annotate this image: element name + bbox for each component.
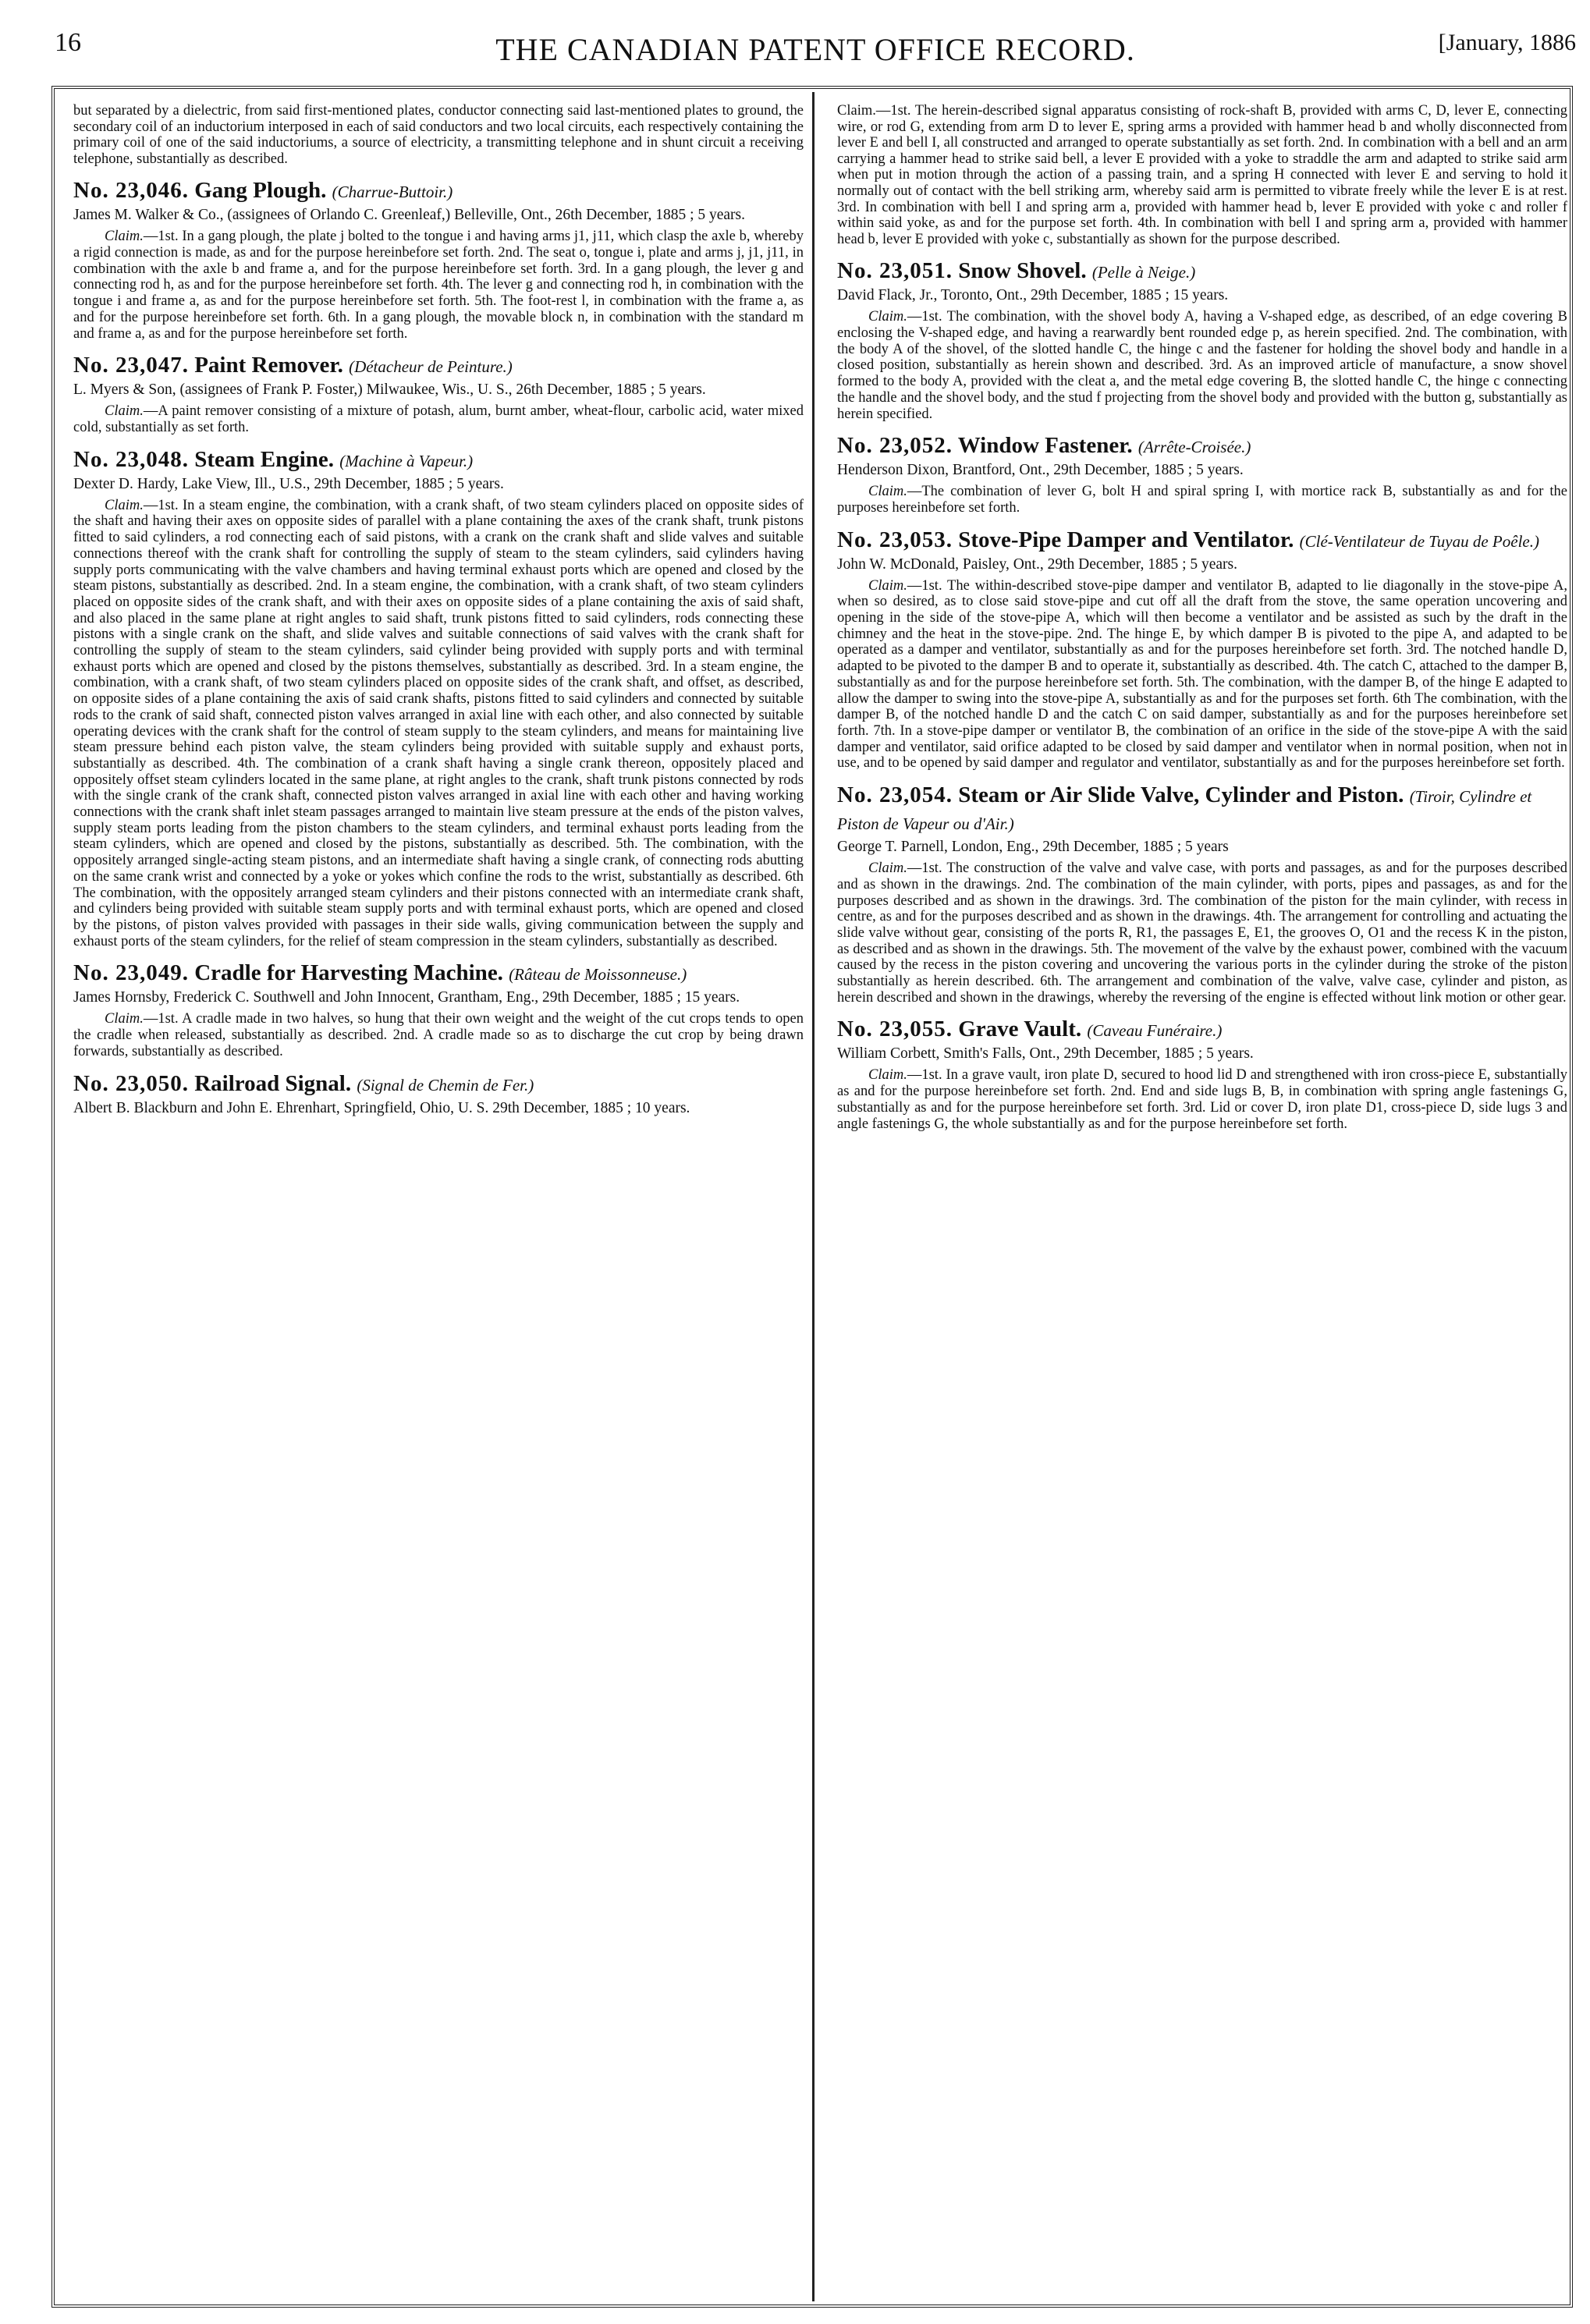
patent-number: No. 23,054. bbox=[837, 782, 953, 808]
patent-entry bbox=[73, 447, 804, 950]
patent-number: No. 23,047. bbox=[73, 353, 189, 378]
patent-claim bbox=[837, 309, 1567, 422]
left-column bbox=[73, 103, 804, 1128]
patent-claim bbox=[837, 484, 1567, 516]
claim-label: Claim. bbox=[868, 309, 907, 325]
claim-text: —1st. In a steam engine, the combination, with a crank shaft, of two steam cylinders placed on opposite sides of the shaft and having their axes on opposite sides of parallel with a plane containing the axes of the crank shaft, trunk pistons fitted to said cylinders, a rod connecting each of said pistons, with a crank on the crank shaft and slide valves and suitable connections thereof with the crank shaft for controlling the supply of steam to the steam cylinders, said cylinders having supply ports communicating with the valve chambers and having terminal exhaust ports which are opened and closed by the steam pistons, substantially as described. 2nd. In a steam engine, the combination, with a crank shaft, of two steam cylinders placed on opposite sides of the crank shaft, and with their axes on opposite sides of a plane containing the axis of said shaft, and also placed in the same plane at right angles to said shaft, trunk pistons fitted to said cylinders, rods connecting these pistons with a single crank on the shaft, and slide valves and suitable connections of said valves with the crank shaft for controlling the supply of steam to the steam cylinders, said cylinder being provided with supply ports and with terminal exhaust ports which are opened and closed by the pistons themselves, substantially as described. 3rd. In a steam engine, the combination, with a crank shaft, of two steam cylinders placed on opposite sides of the crank shaft, and offset, as described, on opposite sides of a plane containing the axis of said crank shafts, pistons fitted to said cylinders and connected by suitable rods to the crank of said shaft, connected piston valves arranged in axial line with each other, and also connected by suitable operating devices with the crank shaft for the control of steam supply to the steam cylinders, and means for maintaining live steam pressure behind each piston valve, the steam cylinders being provided with suitable supply and exhaust ports, substantially as described. 4th. The combination of a crank shaft having a single crank thereon, oppositely placed and oppositely offset steam cylinders located in the same plane, at right angles to the crank, shaft trunk pistons connected by rods with the single crank of the crank shaft, connected piston valves arranged in axial line with each other and having working connections with the crank shaft inlet steam passages arranged to maintain live steam pressure at the ends of the piston valves, supply steam ports leading from the piston chambers to the steam cylinders, and terminal exhaust ports leading from the steam cylinders, which are opened and closed by the pistons, substantially as described. 5th. The combination, with the oppositely arranged single-acting steam pistons, and an intermediate shaft having a single crank, of connecting rods abutting on the same crank wrist and connected by a yoke or yokes which confine the rods to the wrist, substantially as described. 6th The combination, with the oppositely arranged steam cylinders and their pistons connected with an intermediate crank shaft, and cylinders being provided with suitable steam supply ports and with terminal exhaust ports, which are opened and closed by the pistons, of piston valves provided with passages in their side walls, giving communication between the supply and exhaust ports of the steam cylinders, for the relief of steam compression in the steam cylinders, substantially as described. bbox=[73, 497, 804, 949]
claim-label: Claim. bbox=[105, 497, 144, 513]
patent-claim bbox=[837, 578, 1567, 772]
claim-text: —A paint remover consisting of a mixture of potash, alum, burnt amber, wheat-flour, carbolic acid, water mixed cold, substantially as set forth. bbox=[73, 403, 804, 435]
patent-heading bbox=[837, 1017, 1567, 1044]
patent-number: No. 23,049. bbox=[73, 960, 189, 986]
left-entries bbox=[73, 178, 804, 1116]
patent-entry bbox=[73, 178, 804, 342]
patent-inventor: Albert B. Blackburn and John E. Ehrenhart, Springfield, Ohio, U. S. 29th December, 1885 ; 10 years. bbox=[73, 1099, 690, 1116]
patent-title: Stove-Pipe Damper and Ventilator. bbox=[958, 527, 1294, 552]
claim-text: —1st. The combination, with the shovel body A, having a V-shaped edge, as described, of an edge covering B enclosing the V-shaped edge, and having a rearwardly bent rounded edge p, as herein specified. 2nd. The combination, with the body A of the shovel, of the slotted handle C, the hinge c and the fastener for holding the shovel body and handle in a closed position, substantially as herein shown and described. 3rd. As an improved article of manufacture, a snow shovel formed to the body A, provided with the cleat a, and the metal edge covering B, the slotted handle C, the hinge c connecting the handle and the shovel body, and the stud f projecting from the shovel body and provided with the button g, substantially as herein specified. bbox=[837, 309, 1567, 422]
patent-claim bbox=[73, 403, 804, 435]
patent-claim bbox=[73, 498, 804, 950]
patent-number: No. 23,052. bbox=[837, 433, 953, 459]
patent-inventor: Henderson Dixon, Brantford, Ont., 29th December, 1885 ; 5 years. bbox=[837, 462, 1244, 479]
claim-label: Claim. bbox=[105, 1011, 144, 1027]
claim-text: —1st. The within-described stove-pipe damper and ventilator B, adapted to lie diagonally in the stove-pipe A, when so desired, as to close said stove-pipe and cut off all the draft from the stove, the same operation uncovering and opening in the side of the stove-pipe A, which will then become a ventilator and be assisted as such by the draft in the chimney and the heat in the stove-pipe. 2nd. The hinge E, by which damper B is pivoted to the pipe A, and adapted to be operated as a damper and ventilator, substantially as and for the purposes hereinbefore set forth. 3rd. The notched handle D, adapted to be pivoted to the damper B and to operate it, substantially as described. 4th. The catch C, attached to the damper B, substantially as and for the purpose hereinbefore set forth. 5th. The combination, with the damper B, of the hinge E adapted to allow the damper to swing into the stove-pipe A, substantially as and for the purposes set forth. 6th The combination, with the damper B, of the notched handle D and the catch C on said damper, substantially as and for the purposes hereinbefore set forth. 7th. In a stove-pipe damper or ventilator B, the combination of an orifice in the side of the stove-pipe A with the said damper and ventilator, said orifice adapted to be closed by said damper and ventilator when in normal position, when not in use, and to be opened by said damper and regulator and ventilator, substantially as and for the purposes hereinbefore set forth. bbox=[837, 577, 1567, 772]
patent-entry bbox=[73, 960, 804, 1059]
patent-heading bbox=[837, 258, 1567, 286]
patent-inventor: James M. Walker & Co., (assignees of Orlando C. Greenleaf,) Belleville, Ont., 26th December, 1885 ; 5 years. bbox=[73, 207, 746, 224]
claim-label: Claim. bbox=[105, 403, 144, 420]
patent-entry bbox=[73, 353, 804, 435]
claim-label: Claim. bbox=[105, 229, 144, 245]
patent-claim bbox=[837, 860, 1567, 1006]
french-title: (Signal de Chemin de Fer.) bbox=[357, 1075, 534, 1095]
patent-entry bbox=[837, 782, 1567, 1006]
patent-number: No. 23,055. bbox=[837, 1017, 953, 1042]
patent-heading bbox=[837, 782, 1567, 837]
patent-title: Paint Remover. bbox=[194, 353, 343, 378]
french-title: (Caveau Funéraire.) bbox=[1087, 1021, 1223, 1041]
patent-title: Railroad Signal. bbox=[194, 1070, 352, 1096]
claim-text: —1st. In a grave vault, iron plate D, secured to hood lid D and strengthened with iron cross-piece E, substantially as and for the purpose hereinbefore set forth. 2nd. End and side lugs B, B, in combination with spring angle fastenings G, substantially as and for the purpose hereinbefore set forth. 3rd. Lid or cover D, iron plate D1, cross-piece D, side lugs 3 and angle fastenings G, the whole substantially as and for the purpose hereinbefore set forth. bbox=[837, 1067, 1567, 1132]
patent-number: No. 23,046. bbox=[73, 178, 189, 204]
patent-number: No. 23,050. bbox=[73, 1070, 189, 1096]
patent-entry bbox=[73, 1071, 804, 1117]
patent-inventor: William Corbett, Smith's Falls, Ont., 29th December, 1885 ; 5 years. bbox=[837, 1045, 1254, 1063]
patent-inventor: Dexter D. Hardy, Lake View, Ill., U.S., 29th December, 1885 ; 5 years. bbox=[73, 475, 504, 492]
patent-inventor: John W. McDonald, Paisley, Ont., 29th December, 1885 ; 5 years. bbox=[837, 555, 1237, 573]
continued-claim: Claim.—1st. The herein-described signal apparatus consisting of rock-shaft B, provided with arms C, D, lever E, connecting wire, or rod G, extending from arm D to lever E, spring arms a provided with hammer head b and wholly disconnected from lever E and bell I, all constructed and arranged to operate substantially as set forth. 2nd. In combination with a bell and an arm carrying a hammer head to strike said bell, a lever E provided with a yoke to straddle the arm and adapted to strike said arm when put in motion through the action of a passing train, and a spring H connected with lever E and serving to hold it normally out of contact with the bell striking arm, whereby said arm is permitted to vibrate freely while the lever E is at rest. 3rd. In combination with bell I and spring arm a, provided with hammer head b, lever E provided with yoke c and roller f within said yoke, as and for the purpose set forth. 4th. In combination with bell I and spring arm a, provided with hammer head b, lever E provided with yoke c, substantially as shown for the purpose described. bbox=[837, 103, 1567, 247]
patent-heading bbox=[73, 353, 804, 380]
claim-label: Claim. bbox=[868, 860, 907, 877]
patent-title: Gang Plough. bbox=[194, 178, 327, 204]
patent-entry bbox=[837, 258, 1567, 422]
patent-number: No. 23,048. bbox=[73, 446, 189, 472]
journal-title: THE CANADIAN PATENT OFFICE RECORD. bbox=[495, 32, 1135, 67]
patent-claim bbox=[73, 229, 804, 342]
french-title: (Arrête-Croisée.) bbox=[1137, 438, 1251, 457]
claim-label: Claim. bbox=[868, 577, 907, 594]
patent-number: No. 23,053. bbox=[837, 527, 953, 552]
column-divider bbox=[812, 92, 815, 2301]
claim-label: Claim. bbox=[868, 1067, 907, 1084]
patent-heading bbox=[837, 527, 1567, 555]
patent-heading bbox=[73, 960, 804, 988]
french-title: (Détacheur de Peinture.) bbox=[349, 357, 513, 377]
patent-inventor: David Flack, Jr., Toronto, Ont., 29th December, 1885 ; 15 years. bbox=[837, 287, 1229, 304]
claim-label: Claim. bbox=[868, 484, 907, 500]
patent-number: No. 23,051. bbox=[837, 258, 953, 284]
page-number: 16 bbox=[55, 28, 81, 57]
patent-title: Window Fastener. bbox=[957, 433, 1133, 459]
page-header bbox=[55, 17, 1576, 72]
patent-title: Cradle for Harvesting Machine. bbox=[194, 960, 503, 986]
french-title: (Machine à Vapeur.) bbox=[339, 451, 474, 470]
claim-text: —1st. The construction of the valve and valve case, with ports and passages, as and for the purposes described and as shown in the drawings. 2nd. The combination of the main cylinder, with ports, pipes and passages, as and for the purposes described and as shown in the drawings. 3rd. The combination of the piston for the main cylinder, with recess in centre, as and for the purposes described and as shown in the drawings. 4th. The arrangement for controlling and actuating the slide valve without gear, consisting of the ports R, R1, the passages E, E1, the grooves O, O1 and the recess K in the piston, as described and as shown in the drawings. 5th. The movement of the valve by the exhaust power, combined with the vacuum caused by the recess in the piston covering and uncovering the various ports in the cylinder during the stroke of the piston substantially as herein described. 6th. The arrangement and combination of the valve, valve case, cylinder and piston, as herein described and shown in the drawings, whereby the reversing of the engine is effected without link motion or other gear. bbox=[837, 860, 1567, 1006]
patent-title: Steam or Air Slide Valve, Cylinder and Piston. bbox=[958, 782, 1404, 808]
patent-claim bbox=[73, 1011, 804, 1059]
patent-title: Steam Engine. bbox=[194, 446, 335, 472]
issue-date: [January, 1886 bbox=[1438, 30, 1576, 55]
french-title: (Râteau de Moissonneuse.) bbox=[509, 965, 687, 985]
french-title: (Pelle à Neige.) bbox=[1091, 263, 1196, 282]
french-title: (Clé-Ventilateur de Tuyau de Poêle.) bbox=[1299, 531, 1539, 551]
french-title: (Tiroir, Cylindre et Piston de Vapeur ou d'Air.) bbox=[837, 787, 1532, 834]
french-title: (Charrue-Buttoir.) bbox=[332, 183, 453, 202]
patent-claim bbox=[837, 1067, 1567, 1132]
continued-claim: but separated by a dielectric, from said first-mentioned plates, conductor connecting said last-mentioned plates to ground, the secondary coil of an inductorium interposed in each of said conductors and two local circuits, each respectively containing the primary coil of one of the said inductoriums, a source of electricity, a transmitting telephone and in shunt circuit a receiving telephone, substantially as described. bbox=[73, 103, 804, 167]
patent-entry bbox=[837, 527, 1567, 772]
patent-heading bbox=[73, 447, 804, 474]
patent-heading bbox=[73, 178, 804, 205]
patent-heading bbox=[73, 1071, 804, 1098]
patent-entry bbox=[837, 1017, 1567, 1132]
right-entries bbox=[837, 258, 1567, 1132]
patent-entry bbox=[837, 433, 1567, 516]
patent-title: Grave Vault. bbox=[958, 1017, 1082, 1042]
claim-text: —1st. A cradle made in two halves, so hung that their own weight and the weight of the cut crops tends to open the cradle when released, substantially as described. 2nd. A cradle made so as to discharge the cut crop by being drawn forwards, substantially as described. bbox=[73, 1011, 804, 1059]
patent-inventor: George T. Parnell, London, Eng., 29th December, 1885 ; 5 years bbox=[837, 839, 1229, 856]
patent-title: Snow Shovel. bbox=[958, 258, 1087, 284]
claim-text: —The combination of lever G, bolt H and spiral spring I, with mortice rack B, substantially as and for the purposes hereinbefore set forth. bbox=[837, 484, 1567, 516]
patent-inventor: L. Myers & Son, (assignees of Frank P. Foster,) Milwaukee, Wis., U. S., 26th December, 1885 ; 5 years. bbox=[73, 381, 706, 399]
right-column bbox=[837, 103, 1567, 1143]
patent-inventor: James Hornsby, Frederick C. Southwell and John Innocent, Grantham, Eng., 29th December, 1885 ; 15 years. bbox=[73, 989, 740, 1006]
claim-text: —1st. In a gang plough, the plate j bolted to the tongue i and having arms j1, j11, which clasp the axle b, whereby a rigid connection is made, as and for the purpose hereinbefore set forth. 2nd. The seat o, tongue i, plate and arms j, j1, j11, in combination with the axle b and frame a, and for the purpose hereinbefore set forth. 3rd. In a gang plough, the lever g and connecting rod h, as and for the purpose hereinbefore set forth. 4th. The lever g and connecting rod h, in combination with the tongue i and frame a, as and for the purpose hereinbefore set forth. 5th. The foot-rest l, in combination with the frame a, as and for the purpose hereinbefore set forth. 6th. In a gang plough, the movable block n, in combination with the standard m and frame a, as and for the purpose hereinbefore set forth. bbox=[73, 229, 804, 342]
patent-heading bbox=[837, 433, 1567, 460]
